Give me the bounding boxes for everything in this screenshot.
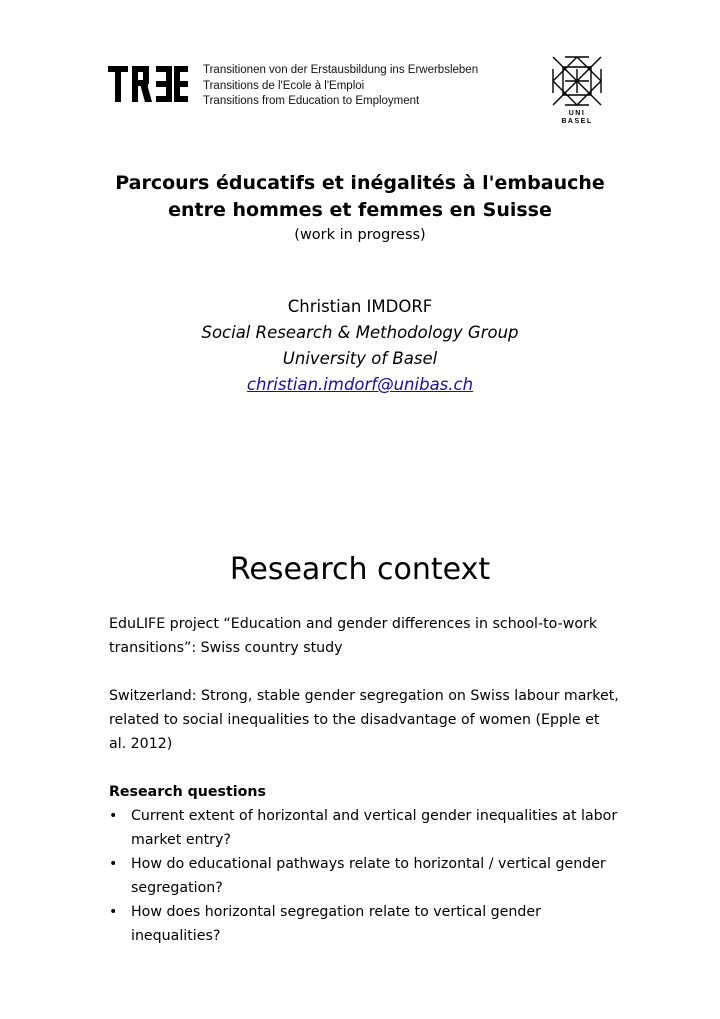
tree-logo (108, 66, 188, 102)
tree-line-fr: Transitions de l'Ecole à l'Emploi (203, 79, 365, 92)
list-item (109, 804, 619, 852)
uni-text: UNI (568, 110, 586, 117)
uni-basel-wordmark (555, 110, 599, 126)
research-questions-list (109, 804, 619, 948)
question-text: How do educational pathways relate to horizontal / vertical gender segregation? (131, 856, 606, 896)
title-line-2: entre hommes et femmes en Suisse (168, 199, 552, 221)
basel-text: BASEL (561, 118, 593, 125)
subtitle: (work in progress) (294, 227, 426, 243)
tree-line-en: Transitions from Education to Employment (203, 95, 420, 107)
bullet-icon: • (109, 904, 118, 920)
tree-line-de: Transitionen von der Erstausbildung ins Erwerbsleben (203, 64, 479, 76)
research-questions-heading: Research questions (109, 784, 266, 800)
paragraph-switzerland: Switzerland: Strong, stable gender segregation on Swiss labour market, related to social inequalities to the disadvantage of women (Epple et al. 2012) (109, 688, 619, 752)
section-body (109, 612, 619, 948)
paragraph-edulife: EduLIFE project “Education and gender differences in school-to-work transitions”: Swiss country study (109, 616, 598, 656)
list-item (109, 900, 619, 948)
title-line-1: Parcours éducatifs et inégalités à l'embauche (115, 172, 605, 194)
title-block (0, 170, 720, 246)
tree-tagline (203, 63, 478, 110)
uni-basel-logo (549, 53, 605, 109)
author-email-link[interactable]: christian.imdorf@unibas.ch (246, 375, 474, 394)
question-text: How does horizontal segregation relate to vertical gender inequalities? (131, 904, 541, 944)
question-text: Current extent of horizontal and vertical gender inequalities at labor market entry? (131, 808, 618, 848)
author-block (0, 294, 720, 398)
list-item (109, 852, 619, 900)
section-title: Research context (229, 552, 491, 587)
author-group: Social Research & Methodology Group (201, 323, 519, 342)
author-university: University of Basel (282, 349, 438, 368)
bullet-icon: • (109, 808, 118, 824)
bullet-icon: • (109, 856, 118, 872)
author-name: Christian IMDORF (287, 297, 433, 316)
